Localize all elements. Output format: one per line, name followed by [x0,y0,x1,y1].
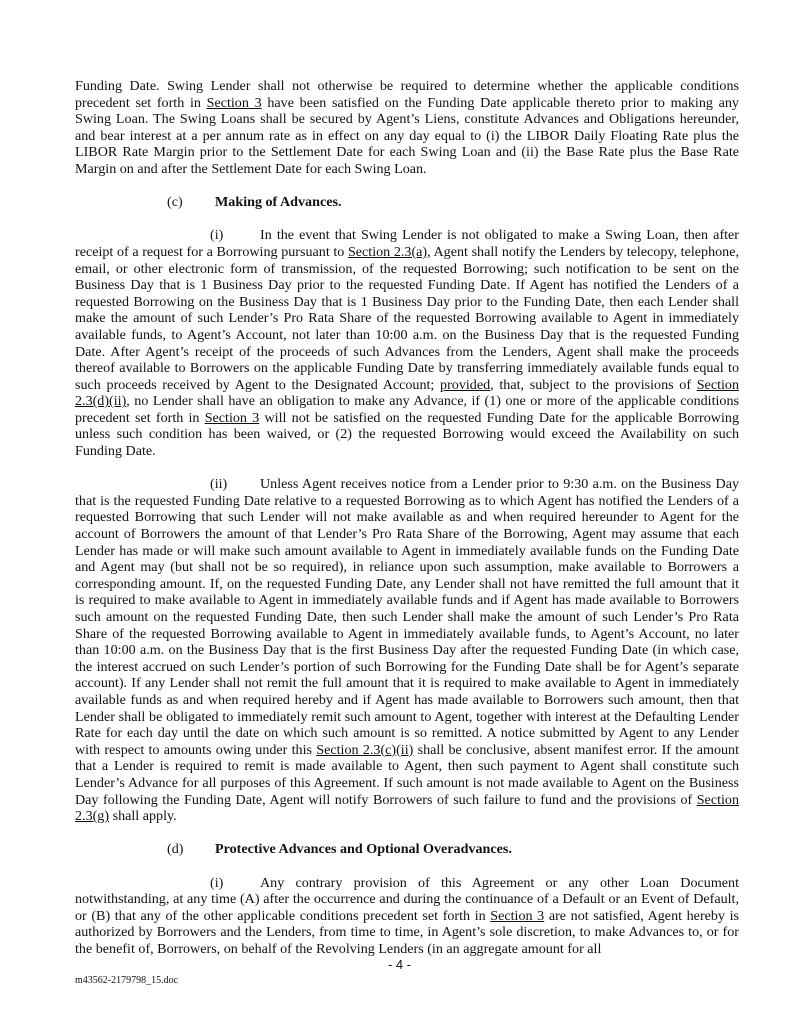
section-reference-link: Section 2.3(c)(ii) [316,741,414,758]
section-reference-link: Section 3 [204,409,260,426]
section-number: (c) [167,194,183,211]
section-reference-link: Section 2.3(g) [75,791,739,825]
section-reference-link: Section 2.3(a) [347,243,428,260]
defined-term-provided: provided [440,376,491,393]
section-reference-link: Section 3 [206,94,262,111]
paragraph-swing-loan-continuation: Funding Date. Swing Lender shall not otherwise be required to determine whether the applicable conditions precedent set forth in Section 3 have been satisfied on the Funding Date applicable thereto prior to making any Swing Loan. The Swing Loans shall be secured by Agent’s Liens, constitute Advances and Obligations hereunder, and bear interest at a per annum rate as in effect on any day equal to (i) the LIBOR Daily Floating Rate plus the LIBOR Rate Margin prior to the Settlement Date for each Swing Loan and (ii) the Base Rate plus the Base Rate Margin on and after the Settlement Date for each Swing Loan. [75,78,739,177]
document-body [75,78,739,957]
section-reference-link: Section 3 [490,907,545,924]
section-reference-link: Section 2.3(d)(ii) [75,376,739,410]
paragraph-c-i: (i) In the event that Swing Lender is not obligated to make a Swing Loan, then after receipt of a request for a Borrowing pursuant to Section 2.3(a), Agent shall notify the Lenders by telecopy, telephone, email, or other electronic form of transmission, of the requested Borrowing; such notification to be sent on the Business Day that is 1 Business Day prior to the requested Funding Date. If Agent has notified the Lenders of a requested Borrowing on the Business Day that is 1 Business Day prior to the Funding Date, then each Lender shall make the amount of such Lender’s Pro Rata Share of the requested Borrowing available to Agent in immediately available funds, to Agent’s Account, not later than 10:00 a.m. on the Business Day that is the requested Funding Date. After Agent’s receipt of the proceeds of such Advances from the Lenders, Agent shall make the proceeds thereof available to Borrowers on the applicable Funding Date by transferring immediately available funds equal to such proceeds received by Agent to the Designated Account; provided, that, subject to the provisions of Section 2.3(d)(ii), no Lender shall have an obligation to make any Advance, if (1) one or more of the applicable conditions precedent set forth in Section 3 will not be satisfied on the requested Funding Date for the applicable Borrowing unless such condition has been waived, or (2) the requested Borrowing would exceed the Availability on such Funding Date. [75,227,739,460]
document-id-footer: m43562-2179798_15.doc [75,975,179,986]
paragraph-d-i: (i) Any contrary provision of this Agreement or any other Loan Document notwithstanding, at any time (A) after the occurrence and during the continuance of a Default or an Event of Default, or (B) that any of the other applicable conditions precedent set forth in Section 3 are not satisfied, Agent hereby is authorized by Borrowers and the Lenders, from time to time, in Agent’s sole discretion, to make Advances to, or for the benefit of, Borrowers, on behalf of the Revolving Lenders (in an aggregate amount for all [75,874,739,957]
page-number: - 4 - [387,957,412,972]
section-heading-c [75,194,739,211]
section-title: Making of Advances. [215,194,342,211]
subsection-number: (i) [210,874,224,891]
paragraph-c-ii: (ii) Unless Agent receives notice from a Lender prior to 9:30 a.m. on the Business Day that is the requested Funding Date relative to a requested Borrowing as to which Agent has notified the Lenders of a requested Borrowing that such Lender will not make available as and when required hereunder to Agent for the account of Borrowers the amount of that Lender’s Pro Rata Share of the Borrowing, Agent may assume that each Lender has made or will make such amount available to Agent in immediately available funds on the Funding Date and Agent may (but shall not be so required), in reliance upon such assumption, make available to Borrowers a corresponding amount. If, on the requested Funding Date, any Lender shall not have remitted the full amount that it is required to make available to Agent in immediately available funds and if Agent has made available to Borrowers such amount on the requested Funding Date, then such Lender shall make the amount of such Lender’s Pro Rata Share of the requested Borrowing available to Agent in immediately available funds, to Agent’s Account, no later than 10:00 a.m. on the Business Day that is the first Business Day after the requested Funding Date (in which case, the interest accrued on such Lender’s portion of such Borrowing for the Funding Date shall be for Agent’s separate account). If any Lender shall not remit the full amount that it is required to make available to Agent in immediately available funds as and when required hereby and if Agent has made available to Borrowers such amount, then that Lender shall be obligated to immediately remit such amount to Agent, together with interest at the Defaulting Lender Rate for each day until the date on which such amount is so remitted. A notice submitted by Agent to any Lender with respect to amounts owing under this Section 2.3(c)(ii) shall be conclusive, absent manifest error. If the amount that a Lender is required to remit is made available to Agent, then such payment to Agent shall constitute such Lender’s Advance for all purposes of this Agreement. If such amount is not made available to Agent on the Business Day following the Funding Date, Agent will notify Borrowers of such failure to fund and the provisions of Section 2.3(g) shall apply. [75,476,740,825]
section-title: Protective Advances and Optional Overadvances. [215,841,512,858]
subsection-number: (i) [210,227,224,244]
subsection-number: (ii) [210,476,228,493]
section-number: (d) [167,841,184,858]
section-heading-d [75,841,739,858]
